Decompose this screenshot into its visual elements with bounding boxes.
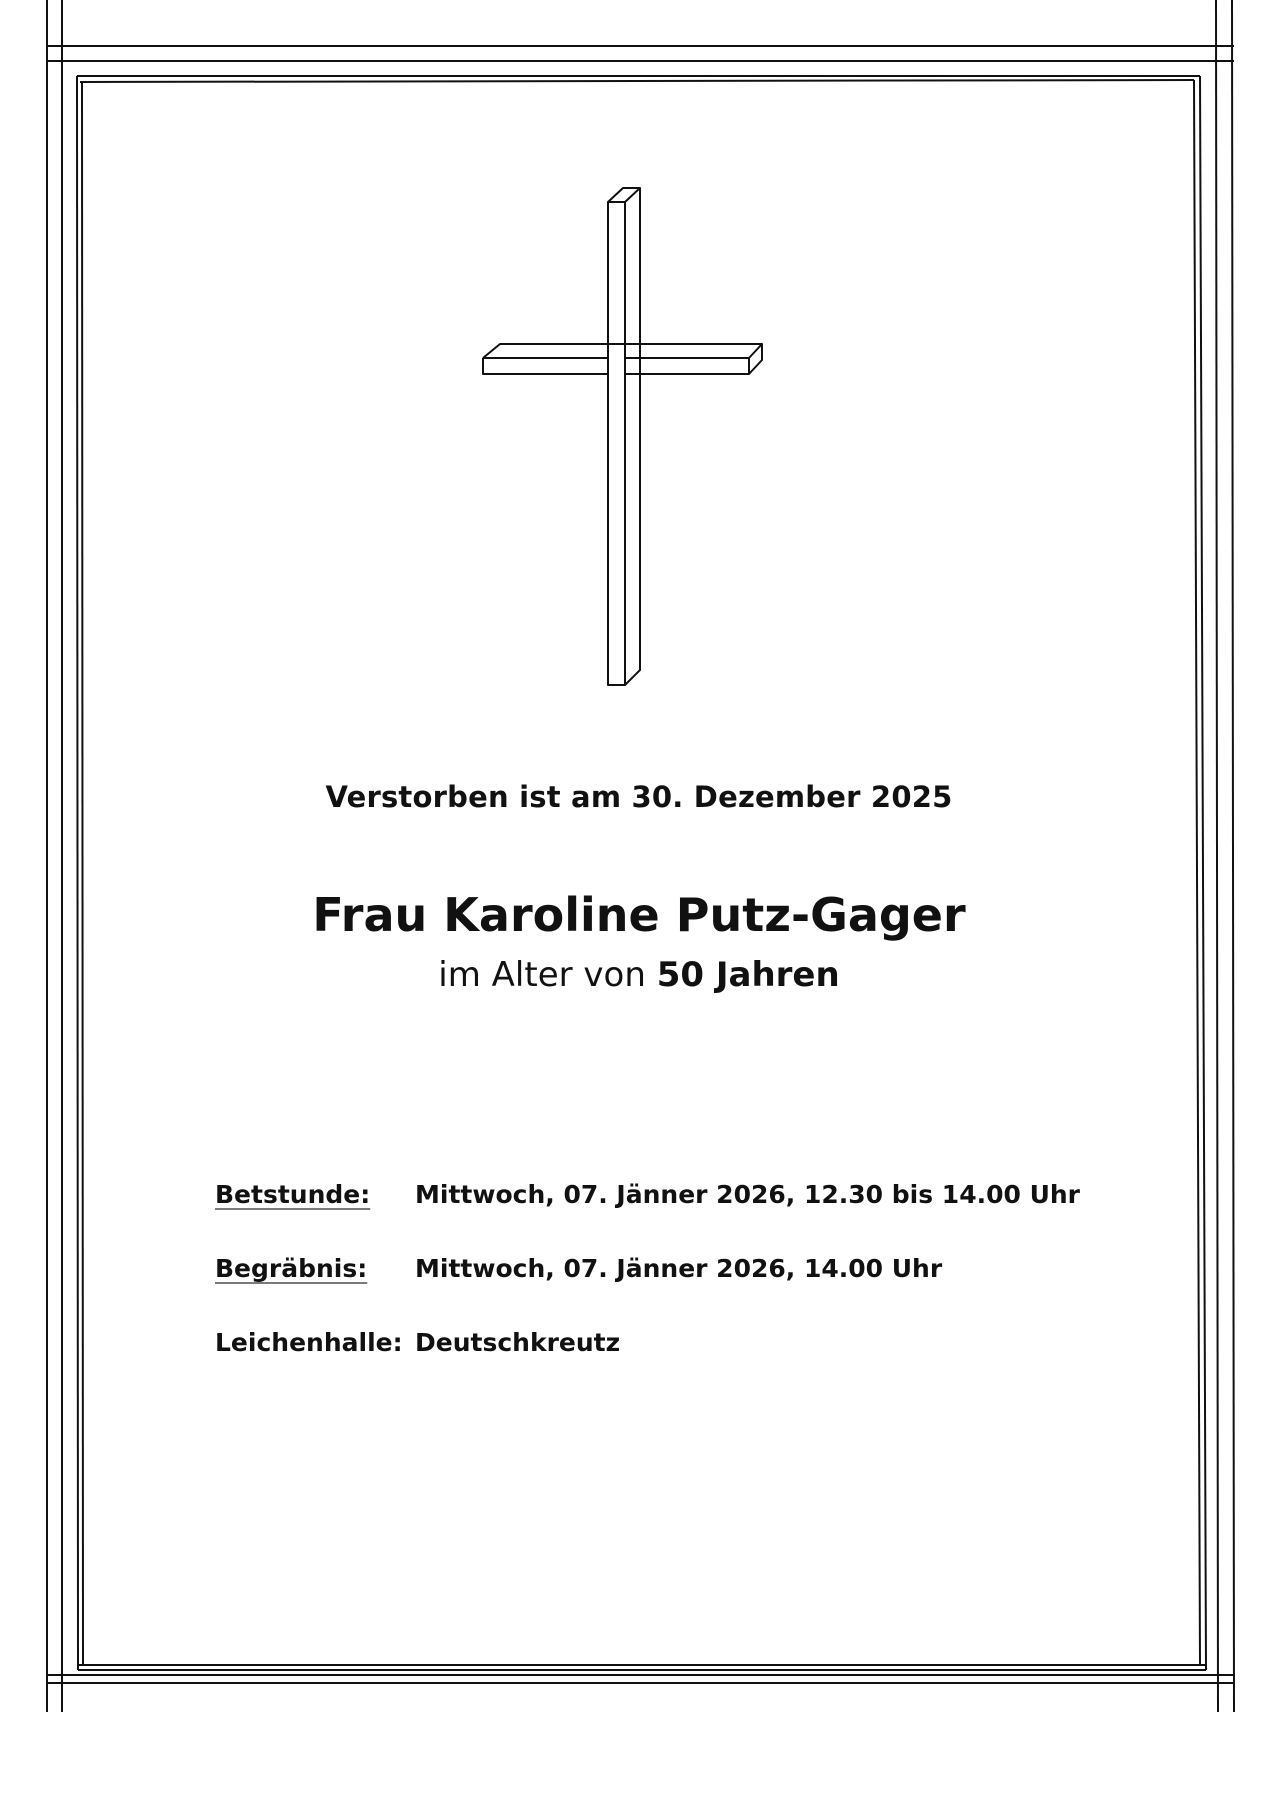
cross-icon bbox=[470, 180, 770, 700]
detail-label: Betstunde: bbox=[215, 1180, 371, 1209]
age-value: 50 Jahren bbox=[656, 955, 840, 995]
detail-value: Mittwoch, 07. Jänner 2026, 14.00 Uhr bbox=[415, 1254, 943, 1283]
detail-row-betstunde bbox=[215, 1180, 1115, 1254]
detail-value: Mittwoch, 07. Jänner 2026, 12.30 bis 14.00 Uhr bbox=[415, 1180, 1081, 1209]
detail-value: Deutschkreutz bbox=[415, 1328, 621, 1357]
detail-row-begraebnis bbox=[215, 1254, 1115, 1328]
detail-row-leichenhalle bbox=[215, 1328, 1115, 1402]
age-line bbox=[0, 955, 1278, 995]
age-prefix: im Alter von bbox=[438, 955, 657, 995]
death-date-line: Verstorben ist am 30. Dezember 2025 bbox=[325, 780, 953, 814]
deceased-name: Frau Karoline Putz-Gager bbox=[312, 888, 966, 942]
detail-label: Begräbnis: bbox=[215, 1254, 368, 1283]
detail-label: Leichenhalle: bbox=[215, 1328, 403, 1357]
ceremony-details bbox=[215, 1180, 1115, 1402]
